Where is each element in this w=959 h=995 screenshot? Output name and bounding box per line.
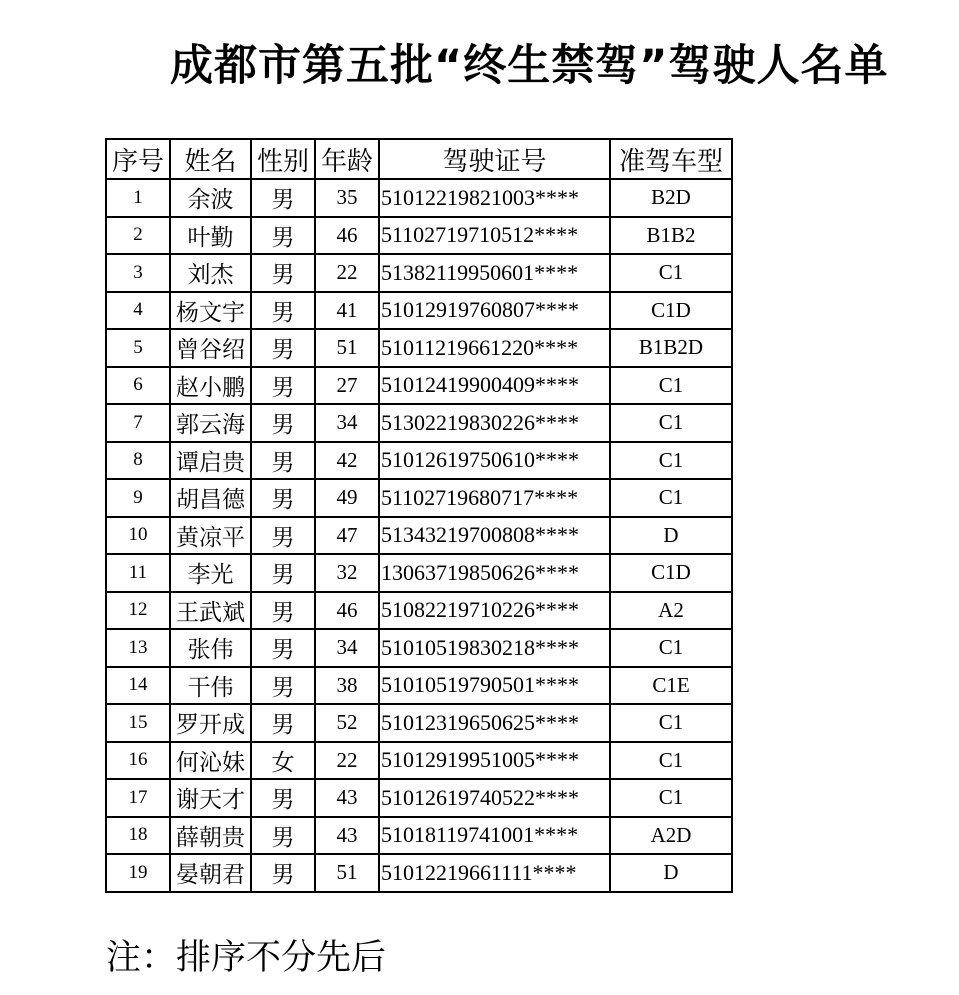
cell-age: 35 bbox=[315, 179, 379, 217]
cell-vehicle-class: B1B2D bbox=[610, 329, 732, 367]
cell-name: 薛朝贵 bbox=[170, 817, 251, 855]
cell-vehicle-class: C1 bbox=[610, 629, 732, 667]
cell-vehicle-class: C1D bbox=[610, 292, 732, 330]
table-row bbox=[106, 404, 732, 442]
cell-seq: 6 bbox=[106, 367, 170, 405]
cell-gender: 男 bbox=[251, 817, 315, 855]
cell-vehicle-class: B2D bbox=[610, 179, 732, 217]
cell-license-number: 13063719850626**** bbox=[379, 554, 610, 592]
cell-name: 曾谷绍 bbox=[170, 329, 251, 367]
cell-age: 51 bbox=[315, 329, 379, 367]
cell-name: 杨文宇 bbox=[170, 292, 251, 330]
cell-seq: 3 bbox=[106, 254, 170, 292]
table-row bbox=[106, 254, 732, 292]
cell-age: 46 bbox=[315, 217, 379, 255]
table-row bbox=[106, 742, 732, 780]
cell-gender: 男 bbox=[251, 367, 315, 405]
cell-license-number: 51010519830218**** bbox=[379, 629, 610, 667]
cell-name: 干伟 bbox=[170, 667, 251, 705]
table-row bbox=[106, 367, 732, 405]
cell-age: 38 bbox=[315, 667, 379, 705]
cell-vehicle-class: C1 bbox=[610, 404, 732, 442]
cell-vehicle-class: D bbox=[610, 854, 732, 892]
cell-name: 王武斌 bbox=[170, 592, 251, 630]
table-row bbox=[106, 179, 732, 217]
cell-vehicle-class: B1B2 bbox=[610, 217, 732, 255]
table-row bbox=[106, 779, 732, 817]
cell-gender: 男 bbox=[251, 179, 315, 217]
cell-seq: 19 bbox=[106, 854, 170, 892]
cell-seq: 14 bbox=[106, 667, 170, 705]
cell-license-number: 51011219661220**** bbox=[379, 329, 610, 367]
cell-age: 34 bbox=[315, 629, 379, 667]
cell-gender: 男 bbox=[251, 404, 315, 442]
cell-name: 罗开成 bbox=[170, 704, 251, 742]
cell-license-number: 51012919760807**** bbox=[379, 292, 610, 330]
table-row bbox=[106, 442, 732, 480]
cell-seq: 7 bbox=[106, 404, 170, 442]
header-gender: 性别 bbox=[251, 139, 315, 179]
cell-seq: 13 bbox=[106, 629, 170, 667]
cell-gender: 男 bbox=[251, 554, 315, 592]
cell-name: 晏朝君 bbox=[170, 854, 251, 892]
cell-name: 谢天才 bbox=[170, 779, 251, 817]
cell-license-number: 51082219710226**** bbox=[379, 592, 610, 630]
cell-license-number: 51012319650625**** bbox=[379, 704, 610, 742]
cell-seq: 9 bbox=[106, 479, 170, 517]
table-header-row bbox=[106, 139, 732, 179]
cell-gender: 男 bbox=[251, 517, 315, 555]
cell-license-number: 51102719710512**** bbox=[379, 217, 610, 255]
cell-gender: 男 bbox=[251, 592, 315, 630]
footnote: 注：排序不分先后 bbox=[106, 938, 387, 978]
table-row bbox=[106, 292, 732, 330]
cell-gender: 男 bbox=[251, 854, 315, 892]
cell-vehicle-class: C1D bbox=[610, 554, 732, 592]
cell-age: 51 bbox=[315, 854, 379, 892]
cell-seq: 12 bbox=[106, 592, 170, 630]
header-name: 姓名 bbox=[170, 139, 251, 179]
cell-license-number: 51012619750610**** bbox=[379, 442, 610, 480]
cell-age: 34 bbox=[315, 404, 379, 442]
cell-age: 27 bbox=[315, 367, 379, 405]
cell-seq: 2 bbox=[106, 217, 170, 255]
cell-license-number: 51012219821003**** bbox=[379, 179, 610, 217]
cell-license-number: 51012919951005**** bbox=[379, 742, 610, 780]
table-row bbox=[106, 667, 732, 705]
cell-seq: 8 bbox=[106, 442, 170, 480]
cell-age: 32 bbox=[315, 554, 379, 592]
table-row bbox=[106, 517, 732, 555]
cell-gender: 女 bbox=[251, 742, 315, 780]
cell-age: 49 bbox=[315, 479, 379, 517]
cell-gender: 男 bbox=[251, 479, 315, 517]
cell-gender: 男 bbox=[251, 217, 315, 255]
cell-age: 42 bbox=[315, 442, 379, 480]
cell-age: 43 bbox=[315, 817, 379, 855]
cell-license-number: 51012619740522**** bbox=[379, 779, 610, 817]
table-row bbox=[106, 592, 732, 630]
cell-age: 22 bbox=[315, 742, 379, 780]
cell-vehicle-class: C1 bbox=[610, 779, 732, 817]
cell-seq: 11 bbox=[106, 554, 170, 592]
cell-name: 黄凉平 bbox=[170, 517, 251, 555]
cell-license-number: 51010519790501**** bbox=[379, 667, 610, 705]
cell-vehicle-class: D bbox=[610, 517, 732, 555]
cell-gender: 男 bbox=[251, 629, 315, 667]
table-row bbox=[106, 479, 732, 517]
cell-vehicle-class: C1 bbox=[610, 742, 732, 780]
table-row bbox=[106, 554, 732, 592]
cell-name: 刘杰 bbox=[170, 254, 251, 292]
cell-vehicle-class: A2D bbox=[610, 817, 732, 855]
table-row bbox=[106, 817, 732, 855]
cell-seq: 1 bbox=[106, 179, 170, 217]
cell-name: 余波 bbox=[170, 179, 251, 217]
cell-age: 46 bbox=[315, 592, 379, 630]
table-row bbox=[106, 217, 732, 255]
cell-gender: 男 bbox=[251, 704, 315, 742]
cell-name: 赵小鹏 bbox=[170, 367, 251, 405]
table-row bbox=[106, 329, 732, 367]
cell-vehicle-class: C1E bbox=[610, 667, 732, 705]
cell-age: 47 bbox=[315, 517, 379, 555]
cell-seq: 17 bbox=[106, 779, 170, 817]
cell-vehicle-class: C1 bbox=[610, 442, 732, 480]
table-row bbox=[106, 854, 732, 892]
cell-license-number: 51012419900409**** bbox=[379, 367, 610, 405]
cell-gender: 男 bbox=[251, 329, 315, 367]
driver-list-table bbox=[105, 138, 733, 893]
cell-name: 张伟 bbox=[170, 629, 251, 667]
cell-vehicle-class: C1 bbox=[610, 254, 732, 292]
table-body bbox=[106, 179, 732, 892]
cell-name: 谭启贵 bbox=[170, 442, 251, 480]
cell-age: 22 bbox=[315, 254, 379, 292]
cell-name: 李光 bbox=[170, 554, 251, 592]
header-age: 年龄 bbox=[315, 139, 379, 179]
cell-vehicle-class: A2 bbox=[610, 592, 732, 630]
header-seq: 序号 bbox=[106, 139, 170, 179]
cell-gender: 男 bbox=[251, 254, 315, 292]
header-license-number: 驾驶证号 bbox=[379, 139, 610, 179]
cell-seq: 5 bbox=[106, 329, 170, 367]
cell-license-number: 51343219700808**** bbox=[379, 517, 610, 555]
cell-seq: 4 bbox=[106, 292, 170, 330]
cell-vehicle-class: C1 bbox=[610, 704, 732, 742]
cell-name: 胡昌德 bbox=[170, 479, 251, 517]
cell-age: 52 bbox=[315, 704, 379, 742]
table-row bbox=[106, 629, 732, 667]
cell-seq: 16 bbox=[106, 742, 170, 780]
cell-license-number: 51018119741001**** bbox=[379, 817, 610, 855]
cell-name: 何沁妹 bbox=[170, 742, 251, 780]
cell-vehicle-class: C1 bbox=[610, 367, 732, 405]
cell-license-number: 51302219830226**** bbox=[379, 404, 610, 442]
cell-age: 43 bbox=[315, 779, 379, 817]
header-vehicle-class: 准驾车型 bbox=[610, 139, 732, 179]
table-row bbox=[106, 704, 732, 742]
cell-vehicle-class: C1 bbox=[610, 479, 732, 517]
cell-seq: 15 bbox=[106, 704, 170, 742]
cell-license-number: 51012219661111**** bbox=[379, 854, 610, 892]
cell-gender: 男 bbox=[251, 292, 315, 330]
cell-gender: 男 bbox=[251, 667, 315, 705]
cell-seq: 18 bbox=[106, 817, 170, 855]
cell-name: 郭云海 bbox=[170, 404, 251, 442]
cell-gender: 男 bbox=[251, 442, 315, 480]
cell-name: 叶勤 bbox=[170, 217, 251, 255]
cell-license-number: 51102719680717**** bbox=[379, 479, 610, 517]
cell-age: 41 bbox=[315, 292, 379, 330]
page-title: 成都市第五批“终生禁驾”驾驶人名单 bbox=[170, 41, 889, 91]
cell-gender: 男 bbox=[251, 779, 315, 817]
cell-seq: 10 bbox=[106, 517, 170, 555]
cell-license-number: 51382119950601**** bbox=[379, 254, 610, 292]
